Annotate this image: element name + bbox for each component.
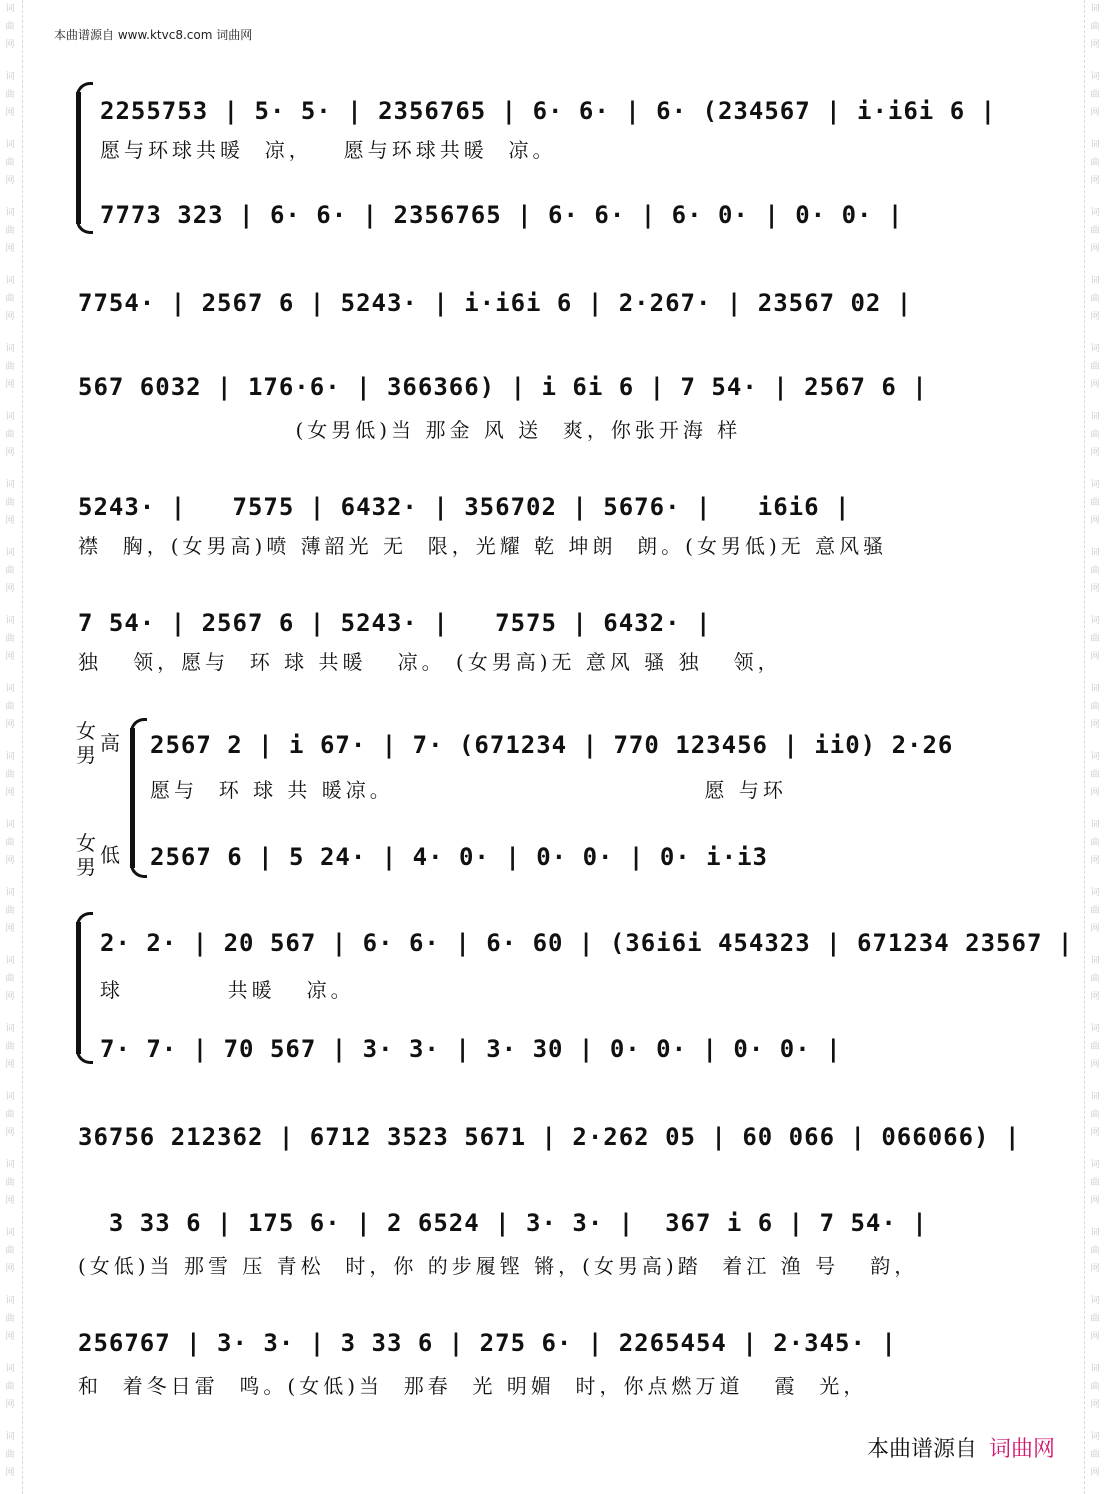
watermark-glyph: 词: [1090, 956, 1100, 966]
watermark-glyph: 网: [5, 312, 15, 322]
watermark-glyph: 网: [5, 108, 15, 118]
watermark-glyph: 网: [1090, 1264, 1100, 1274]
voice-label: 低: [100, 843, 120, 867]
watermark-glyph: 曲: [5, 634, 15, 644]
watermark-glyph: 网: [1090, 584, 1100, 594]
watermark-glyph: 曲: [5, 702, 15, 712]
watermark-glyph: 网: [5, 788, 15, 798]
watermark-glyph: 曲: [1090, 1178, 1100, 1188]
watermark-glyph: 词: [1090, 752, 1100, 762]
watermark-glyph: 网: [1090, 1400, 1100, 1410]
lyric-line: 愿与 环 球 共 暖凉。 愿 与环: [150, 778, 787, 802]
watermark-glyph: 词: [1090, 208, 1100, 218]
notation: 7 54· | 2567 6 | 5243· | 7575 | 6432· |: [78, 609, 712, 637]
watermark-glyph: 网: [1090, 720, 1100, 730]
watermark-glyph: 网: [5, 720, 15, 730]
watermark-glyph: 词: [5, 1296, 15, 1306]
score-row-13: [78, 1326, 1024, 1360]
lyric-line: 愿与环球共暖 凉， 愿与环球共暖 凉。: [100, 138, 557, 162]
watermark-glyph: 曲: [1090, 22, 1100, 32]
watermark-glyph: 词: [5, 820, 15, 830]
watermark-glyph: 网: [5, 516, 15, 526]
voice-label: 男: [76, 855, 96, 879]
score-row-5: [78, 490, 1024, 524]
watermark-glyph: 网: [1090, 516, 1100, 526]
watermark-glyph: 曲: [1090, 1110, 1100, 1120]
system-bracket: [76, 922, 91, 1054]
notation: 256767 | 3· 3· | 3 33 6 | 275 6· | 2265454 | 2·345· |: [78, 1329, 897, 1357]
watermark-glyph: 词: [1090, 888, 1100, 898]
score-row-11: [78, 1120, 1024, 1154]
watermark-glyph: 网: [5, 244, 15, 254]
watermark-glyph: 网: [5, 1060, 15, 1070]
watermark-glyph: 网: [1090, 992, 1100, 1002]
watermark-glyph: 词: [5, 4, 15, 14]
watermark-glyph: 网: [1090, 448, 1100, 458]
watermark-glyph: 网: [1090, 108, 1100, 118]
watermark-glyph: 网: [1090, 652, 1100, 662]
watermark-glyph: 网: [5, 856, 15, 866]
watermark-glyph: 词: [1090, 1364, 1100, 1374]
watermark-glyph: 曲: [5, 1246, 15, 1256]
notation: 2· 2· | 20 567 | 6· 6· | 6· 60 | (36i6i 454323 | 671234 23567 |: [100, 929, 1074, 957]
score-row-8: [150, 840, 1022, 874]
watermark-glyph: 曲: [5, 566, 15, 576]
score-row-1: [100, 94, 1020, 128]
lyric-line: 独 领，愿与 环 球 共暖 凉。 (女男高)无 意风 骚 独 领，: [78, 650, 782, 674]
notation: 567 6032 | 176·6· | 366366) | i 6i 6 | 7 54· | 2567 6 |: [78, 373, 928, 401]
watermark-glyph: 词: [1090, 1092, 1100, 1102]
watermark-glyph: 词: [1090, 1296, 1100, 1306]
watermark-glyph: 曲: [1090, 294, 1100, 304]
watermark-glyph: 网: [1090, 1060, 1100, 1070]
lyric-line: 和 着冬日雷 鸣。(女低)当 那春 光 明媚 时，你点燃万道 霞 光，: [78, 1374, 868, 1398]
lyric-line: 球 共暖 凉。: [100, 978, 355, 1002]
watermark-glyph: 曲: [5, 498, 15, 508]
watermark-glyph: 词: [5, 208, 15, 218]
watermark-glyph: 曲: [5, 90, 15, 100]
lyric-line: 襟 胸，(女男高)喷 薄韶光 无 限，光耀 乾 坤朗 朗。(女男低)无 意风骚: [78, 534, 888, 558]
watermark-glyph: 网: [5, 992, 15, 1002]
watermark-glyph: 曲: [1090, 362, 1100, 372]
watermark-glyph: 曲: [1090, 430, 1100, 440]
watermark-glyph: 词: [1090, 820, 1100, 830]
watermark-glyph: 词: [5, 480, 15, 490]
watermark-glyph: 词: [1090, 684, 1100, 694]
watermark-glyph: 词: [5, 956, 15, 966]
watermark-glyph: 曲: [5, 1178, 15, 1188]
watermark-glyph: 词: [5, 1228, 15, 1238]
watermark-glyph: 网: [5, 448, 15, 458]
watermark-glyph: 网: [1090, 244, 1100, 254]
score-row-4: [78, 370, 1024, 404]
voice-label: 女: [76, 719, 96, 743]
watermark-glyph: 曲: [1090, 770, 1100, 780]
watermark-glyph: 曲: [1090, 634, 1100, 644]
voice-label: 男: [76, 743, 96, 767]
watermark-glyph: 词: [1090, 1432, 1100, 1442]
watermark-glyph: 曲: [1090, 1246, 1100, 1256]
watermark-glyph: 曲: [1090, 906, 1100, 916]
watermark-glyph: 词: [5, 1092, 15, 1102]
watermark-glyph: 词: [5, 1364, 15, 1374]
watermark-glyph: 网: [1090, 1196, 1100, 1206]
watermark-glyph: 网: [5, 584, 15, 594]
score-row-10: [100, 1032, 1020, 1066]
watermark-glyph: 网: [5, 1400, 15, 1410]
watermark-glyph: 网: [5, 1196, 15, 1206]
watermark-glyph: 曲: [1090, 1450, 1100, 1460]
footer-source-label: 本曲谱源自: [866, 1437, 977, 1462]
notation: 3 33 6 | 175 6· | 2 6524 | 3· 3· | 367 i 6 | 7 54· |: [78, 1209, 928, 1237]
notation: 7754· | 2567 6 | 5243· | i·i6i 6 | 2·267· | 23567 02 |: [78, 289, 913, 317]
lyric-line: (女低)当 那雪 压 青松 时，你 的步履铿 锵，(女男高)踏 着江 渔 号 韵，: [78, 1254, 919, 1278]
score-row-6: [78, 606, 1024, 640]
watermark-glyph: 网: [1090, 176, 1100, 186]
watermark-glyph: 网: [5, 1468, 15, 1478]
watermark-glyph: 曲: [5, 22, 15, 32]
watermark-glyph: 词: [1090, 4, 1100, 14]
score-row-7: [150, 728, 1022, 762]
watermark-glyph: 网: [1090, 1128, 1100, 1138]
watermark-glyph: 词: [5, 548, 15, 558]
watermark-glyph: 曲: [5, 226, 15, 236]
watermark-glyph: 曲: [1090, 1382, 1100, 1392]
watermark-glyph: 曲: [5, 158, 15, 168]
score-row-9: [100, 926, 1074, 960]
left-margin-watermark: [0, 0, 23, 1494]
watermark-glyph: 网: [5, 652, 15, 662]
watermark-glyph: 网: [5, 176, 15, 186]
watermark-glyph: 曲: [5, 1314, 15, 1324]
watermark-glyph: 曲: [5, 1042, 15, 1052]
watermark-glyph: 词: [5, 72, 15, 82]
notation: 36756 212362 | 6712 3523 5671 | 2·262 05 | 60 066 | 066066) |: [78, 1123, 1021, 1151]
watermark-glyph: 词: [5, 616, 15, 626]
system-bracket: [130, 728, 145, 868]
watermark-glyph: 曲: [1090, 974, 1100, 984]
watermark-glyph: 曲: [5, 1450, 15, 1460]
watermark-glyph: 曲: [1090, 90, 1100, 100]
watermark-glyph: 网: [1090, 924, 1100, 934]
notation: 5243· | 7575 | 6432· | 356702 | 5676· | i6i6 |: [78, 493, 851, 521]
watermark-glyph: 曲: [5, 1110, 15, 1120]
watermark-glyph: 网: [5, 924, 15, 934]
watermark-glyph: 网: [5, 380, 15, 390]
watermark-glyph: 曲: [5, 1382, 15, 1392]
watermark-glyph: 词: [1090, 480, 1100, 490]
watermark-glyph: 词: [1090, 616, 1100, 626]
watermark-glyph: 词: [1090, 72, 1100, 82]
score-row-2: [100, 198, 1020, 232]
watermark-glyph: 词: [5, 344, 15, 354]
watermark-glyph: 曲: [5, 770, 15, 780]
watermark-glyph: 词: [5, 752, 15, 762]
watermark-glyph: 网: [5, 1128, 15, 1138]
voice-label: 女: [76, 831, 96, 855]
watermark-glyph: 词: [5, 888, 15, 898]
watermark-glyph: 网: [5, 1264, 15, 1274]
watermark-glyph: 词: [5, 1432, 15, 1442]
watermark-glyph: 网: [1090, 40, 1100, 50]
watermark-glyph: 网: [5, 1332, 15, 1342]
system-bracket: [76, 92, 91, 224]
watermark-glyph: 词: [5, 140, 15, 150]
watermark-glyph: 曲: [1090, 838, 1100, 848]
watermark-glyph: 网: [1090, 380, 1100, 390]
score-row-3: [78, 286, 1024, 320]
watermark-glyph: 曲: [1090, 226, 1100, 236]
watermark-glyph: 网: [1090, 1468, 1100, 1478]
watermark-glyph: 词: [1090, 344, 1100, 354]
watermark-glyph: 曲: [5, 906, 15, 916]
notation: 2255753 | 5· 5· | 2356765 | 6· 6· | 6· (234567 | i·i6i 6 |: [100, 97, 997, 125]
watermark-glyph: 曲: [5, 838, 15, 848]
watermark-glyph: 词: [5, 412, 15, 422]
notation: 2567 2 | i 67· | 7· (671234 | 770 123456 | ii0) 2·26: [150, 731, 954, 759]
watermark-glyph: 网: [1090, 1332, 1100, 1342]
watermark-glyph: 词: [1090, 412, 1100, 422]
watermark-glyph: 词: [5, 1024, 15, 1034]
source-footer: [867, 1432, 1055, 1463]
watermark-glyph: 词: [1090, 1228, 1100, 1238]
watermark-glyph: 曲: [1090, 1042, 1100, 1052]
watermark-glyph: 词: [5, 1160, 15, 1170]
watermark-glyph: 曲: [1090, 1314, 1100, 1324]
notation: 7773 323 | 6· 6· | 2356765 | 6· 6· | 6· 0· | 0· 0· |: [100, 201, 904, 229]
watermark-glyph: 词: [5, 684, 15, 694]
lyric-line: (女男低)当 那金 风 送 爽，你张开海 样: [78, 418, 742, 442]
watermark-glyph: 词: [5, 276, 15, 286]
watermark-glyph: 网: [1090, 856, 1100, 866]
score-row-12: [78, 1206, 1024, 1240]
notation: 7· 7· | 70 567 | 3· 3· | 3· 30 | 0· 0· | 0· 0· |: [100, 1035, 842, 1063]
watermark-glyph: 曲: [5, 294, 15, 304]
watermark-glyph: 曲: [1090, 702, 1100, 712]
watermark-glyph: 曲: [1090, 158, 1100, 168]
watermark-glyph: 曲: [1090, 566, 1100, 576]
watermark-glyph: 曲: [5, 362, 15, 372]
watermark-glyph: 词: [1090, 1024, 1100, 1034]
voice-label: 高: [100, 731, 120, 755]
watermark-glyph: 词: [1090, 276, 1100, 286]
watermark-glyph: 词: [1090, 548, 1100, 558]
source-header: 本曲谱源自 www.ktvc8.com 词曲网: [54, 28, 253, 42]
watermark-glyph: 词: [1090, 1160, 1100, 1170]
footer-site-name: 词曲网: [988, 1437, 1055, 1462]
watermark-glyph: 曲: [1090, 498, 1100, 508]
watermark-glyph: 曲: [5, 430, 15, 440]
watermark-glyph: 网: [1090, 312, 1100, 322]
watermark-glyph: 词: [1090, 140, 1100, 150]
watermark-glyph: 网: [1090, 788, 1100, 798]
notation: 2567 6 | 5 24· | 4· 0· | 0· 0· | 0· i·i3: [150, 843, 768, 871]
watermark-glyph: 曲: [5, 974, 15, 984]
watermark-glyph: 网: [5, 40, 15, 50]
